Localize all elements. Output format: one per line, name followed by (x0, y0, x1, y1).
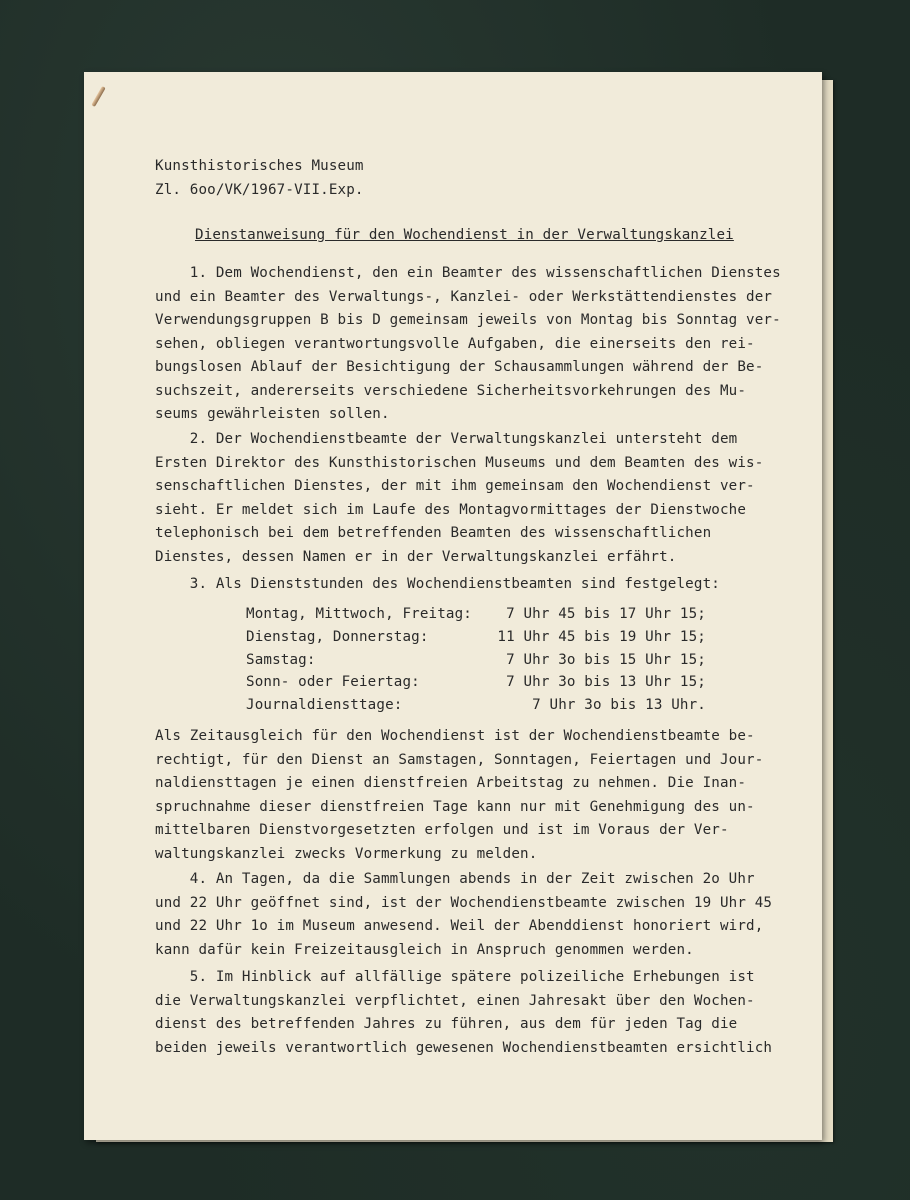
paragraph-line: sieht. Er meldet sich im Laufe des Montagvormittages der Dienstwoche (155, 501, 747, 518)
institution-name: Kunsthistorisches Museum (155, 158, 364, 174)
paragraph-line: telephonisch bei dem betreffenden Beamten des wissenschaftlichen (155, 525, 712, 541)
paragraph-5 (155, 966, 772, 1060)
paragraph-line: 4. An Tagen, da die Sammlungen abends in der Zeit zwischen 2o Uhr (155, 871, 755, 887)
schedule-day: Sonn- oder Feiertag: (246, 674, 420, 691)
paragraph-4 (155, 868, 772, 962)
schedule-time: 7 Uhr 3o bis 13 Uhr 15; (497, 674, 706, 691)
schedule-row (246, 671, 706, 694)
paragraph-line: Verwendungsgruppen B bis D gemeinsam jeweils von Montag bis Sonntag ver- (155, 312, 781, 328)
paragraph-line: kann dafür kein Freizeitausgleich in Anspruch genommen werden. (155, 941, 694, 958)
paragraph-line: Ersten Direktor des Kunsthistorischen Museums und dem Beamten des wis- (155, 454, 764, 471)
paragraph-line: sehen, obliegen verantwortungsvolle Aufgaben, die einerseits den rei- (155, 335, 755, 352)
schedule-row (246, 649, 706, 672)
paragraph-line: waltungskanzlei zwecks Vormerkung zu melden. (155, 845, 538, 862)
paragraph-line: und 22 Uhr 1o im Museum anwesend. Weil der Abenddienst honoriert wird, (155, 918, 764, 934)
paragraph-line: senschaftlichen Dienstes, der mit ihm gemeinsam den Wochendienst ver- (155, 478, 755, 494)
schedule-day: Samstag: (246, 651, 316, 668)
paragraph-line: beiden jeweils verantwortlich gewesenen Wochendienstbeamten ersichtlich (155, 1039, 773, 1056)
paragraph-line: suchszeit, andererseits verschiedene Sicherheitsvorkehrungen des Mu- (155, 382, 747, 399)
schedule-day: Dienstag, Donnerstag: (246, 628, 429, 645)
document-title: Dienstanweisung für den Wochendienst in der Verwaltungskanzlei (195, 227, 734, 243)
paragraph-line: mittelbaren Dienstvorgesetzten erfolgen und ist im Voraus der Ver- (155, 822, 729, 838)
paragraph-line: Dienstes, dessen Namen er in der Verwaltungskanzlei erfährt. (155, 548, 677, 565)
reference-number: Zl. 6oo/VK/1967-VII.Exp. (155, 182, 364, 198)
schedule-time: 11 Uhr 45 bis 19 Uhr 15; (497, 628, 706, 645)
paragraph-line: die Verwaltungskanzlei verpflichtet, einen Jahresakt über den Wochen- (155, 992, 755, 1009)
paragraph-line: rechtigt, für den Dienst an Samstagen, Sonntagen, Feiertagen und Jour- (155, 751, 764, 768)
paragraph-line: 5. Im Hinblick auf allfällige spätere polizeiliche Erhebungen ist (155, 969, 755, 985)
paragraph-line: 2. Der Wochendienstbeamte der Verwaltungskanzlei untersteht dem (155, 431, 738, 447)
paragraph-line: dienst des betreffenden Jahres zu führen, aus dem für jeden Tag die (155, 1016, 738, 1032)
schedule-time: 7 Uhr 45 bis 17 Uhr 15; (497, 606, 706, 622)
paragraph-line: naldiensttagen je einen dienstfreien Arbeitstag zu nehmen. Die Inan- (155, 775, 747, 791)
paragraph-3-intro (155, 573, 720, 597)
paragraph-line: 3. Als Dienststunden des Wochendienstbeamten sind festgelegt: (155, 576, 720, 592)
paragraph-line: bungslosen Ablauf der Besichtigung der Schausammlungen während der Be- (155, 359, 764, 375)
paragraph-line: 1. Dem Wochendienst, den ein Beamter des wissenschaftlichen Dienstes (155, 265, 781, 281)
paragraph-line: und 22 Uhr geöffnet sind, ist der Wochendienstbeamte zwischen 19 Uhr 45 (155, 894, 773, 911)
schedule-row (246, 603, 706, 626)
paragraph-line: Als Zeitausgleich für den Wochendienst ist der Wochendienstbeamte be- (155, 728, 755, 744)
schedule-day: Journaldiensttage: (246, 697, 403, 714)
paragraph-line: spruchnahme dieser dienstfreien Tage kann nur mit Genehmigung des un- (155, 798, 755, 815)
schedule-row (246, 626, 706, 649)
paragraph-line: und ein Beamter des Verwaltungs-, Kanzlei- oder Werkstättendienstes der (155, 288, 773, 305)
service-hours-table (246, 603, 706, 717)
schedule-time: 7 Uhr 3o bis 13 Uhr. (523, 697, 706, 714)
schedule-day: Montag, Mittwoch, Freitag: (246, 606, 472, 622)
paragraph-3-compensation (155, 725, 763, 866)
paragraph-1 (155, 262, 781, 427)
paragraph-line: seums gewährleisten sollen. (155, 406, 390, 422)
schedule-row (246, 694, 706, 717)
schedule-time: 7 Uhr 3o bis 15 Uhr 15; (497, 651, 706, 668)
paragraph-2 (155, 428, 763, 569)
